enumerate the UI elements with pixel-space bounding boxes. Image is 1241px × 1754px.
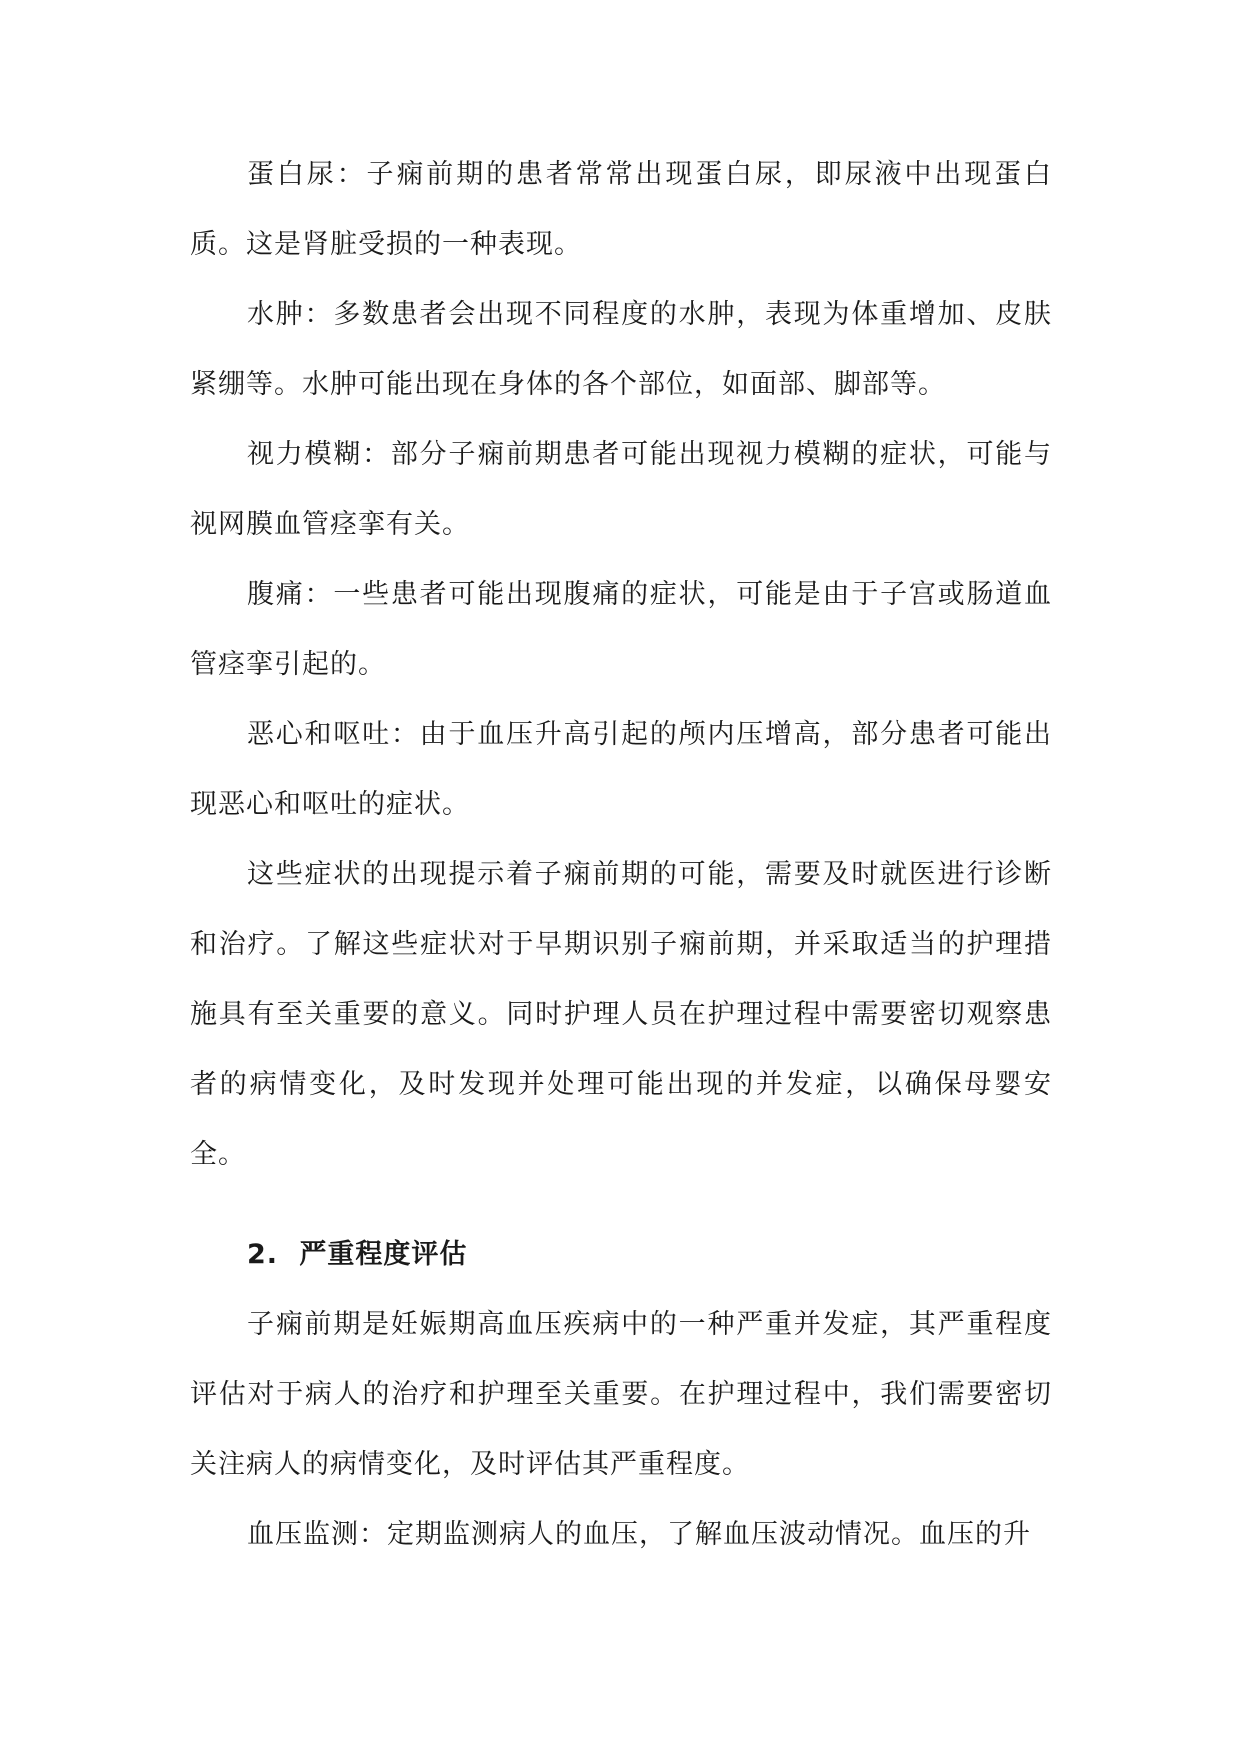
paragraph-severity-intro: 子痫前期是妊娠期高血压疾病中的一种严重并发症，其严重程度评估对于病人的治疗和护理至关重要。在护理过程中，我们需要密切关注病人的病情变化，及时评估其严重程度。 — [190, 1309, 1052, 1480]
section-heading — [190, 1220, 1052, 1290]
paragraph-nausea-vomiting: 恶心和呕吐：由于血压升高引起的颅内压增高，部分患者可能出现恶心和呕吐的症状。 — [190, 719, 1052, 820]
paragraph-blood-pressure-monitoring: 血压监测：定期监测病人的血压，了解血压波动情况。血压的升 — [247, 1519, 1031, 1550]
paragraph-blurred-vision: 视力模糊：部分子痫前期患者可能出现视力模糊的症状，可能与视网膜血管痉挛有关。 — [190, 439, 1052, 540]
paragraph-abdominal-pain: 腹痛：一些患者可能出现腹痛的症状，可能是由于子宫或肠道血管痉挛引起的。 — [190, 579, 1052, 680]
section-title: 严重程度评估 — [299, 1239, 468, 1270]
document-page — [190, 140, 1052, 1570]
paragraph-proteinuria: 蛋白尿：子痫前期的患者常常出现蛋白尿，即尿液中出现蛋白质。这是肾脏受损的一种表现。 — [190, 159, 1052, 260]
paragraph-edema: 水肿：多数患者会出现不同程度的水肿，表现为体重增加、皮肤紧绷等。水肿可能出现在身体的各个部位，如面部、脚部等。 — [190, 299, 1052, 400]
section-number: 2. — [247, 1239, 279, 1270]
paragraph-symptoms-summary: 这些症状的出现提示着子痫前期的可能，需要及时就医进行诊断和治疗。了解这些症状对于早期识别子痫前期，并采取适当的护理措施具有至关重要的意义。同时护理人员在护理过程中需要密切观察患者的病情变化，及时发现并处理可能出现的并发症，以确保母婴安全。 — [190, 859, 1052, 1170]
